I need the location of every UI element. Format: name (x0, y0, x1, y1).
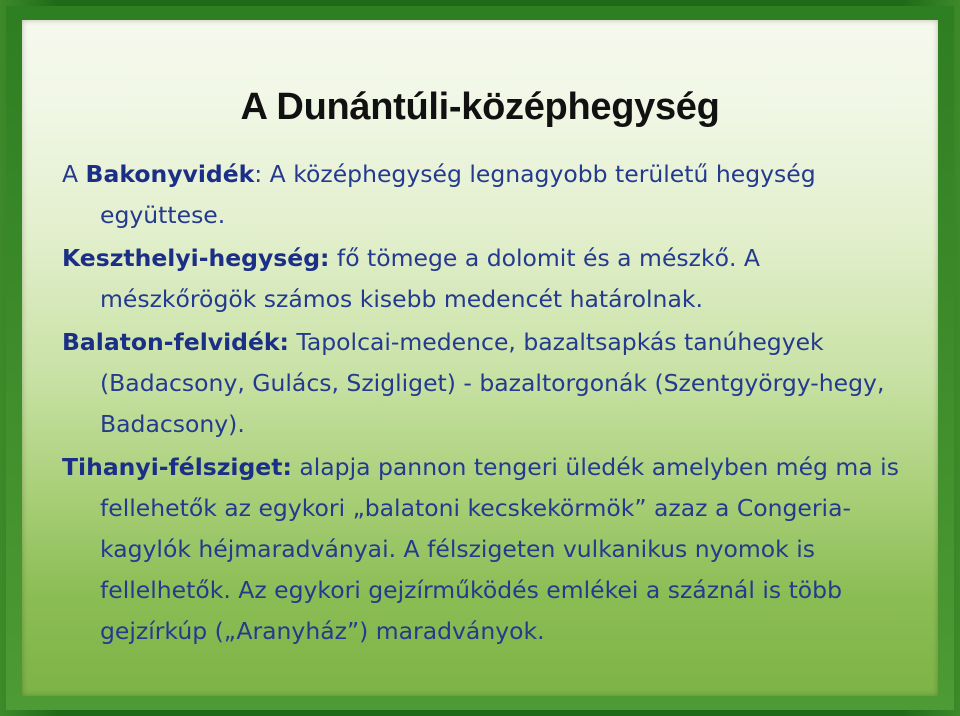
paragraph-text: : A középhegység legnagyobb területű hegység együttese. (100, 160, 816, 229)
term-keszthelyi-hegyseg: Keszthelyi-hegység: (62, 244, 330, 272)
term-bakonyvidek: Bakonyvidék (85, 160, 255, 188)
paragraph-text: alapja pannon tengeri üledék amelyben még ma is fellehetők az egykori „balatoni kecskekörmök” azaz a Congeria-kagylók héjmaradványai. A félszigeten vulkanikus nyomok is fellelhetők. Az egykori gejzírműködés emlékei a száznál is több gejzírkúp („Aranyház”) maradványok. (100, 453, 899, 645)
paragraph-text: fő tömege a dolomit és a mészkő. A mészkőrögök számos kisebb medencét határolnak. (100, 244, 760, 313)
paragraph-bakonyvidek (62, 154, 922, 236)
slide-title: A Dunántúli-középhegység (240, 86, 720, 128)
paragraph-lead: A (62, 160, 86, 188)
paragraph-text: Tapolcai-medence, bazaltsapkás tanúhegyek (Badacsony, Gulács, Szigliget) - bazaltorgonák (Szentgyörgy-hegy, Badacsony). (100, 328, 885, 438)
term-balaton-felvidek: Balaton-felvidék: (62, 328, 289, 356)
slide-body (62, 154, 922, 654)
term-tihanyi-felsziget: Tihanyi-félsziget: (62, 453, 292, 481)
paragraph-keszthelyi (62, 238, 922, 320)
paragraph-balaton-felvidek (62, 322, 922, 445)
paragraph-tihanyi (62, 447, 922, 652)
